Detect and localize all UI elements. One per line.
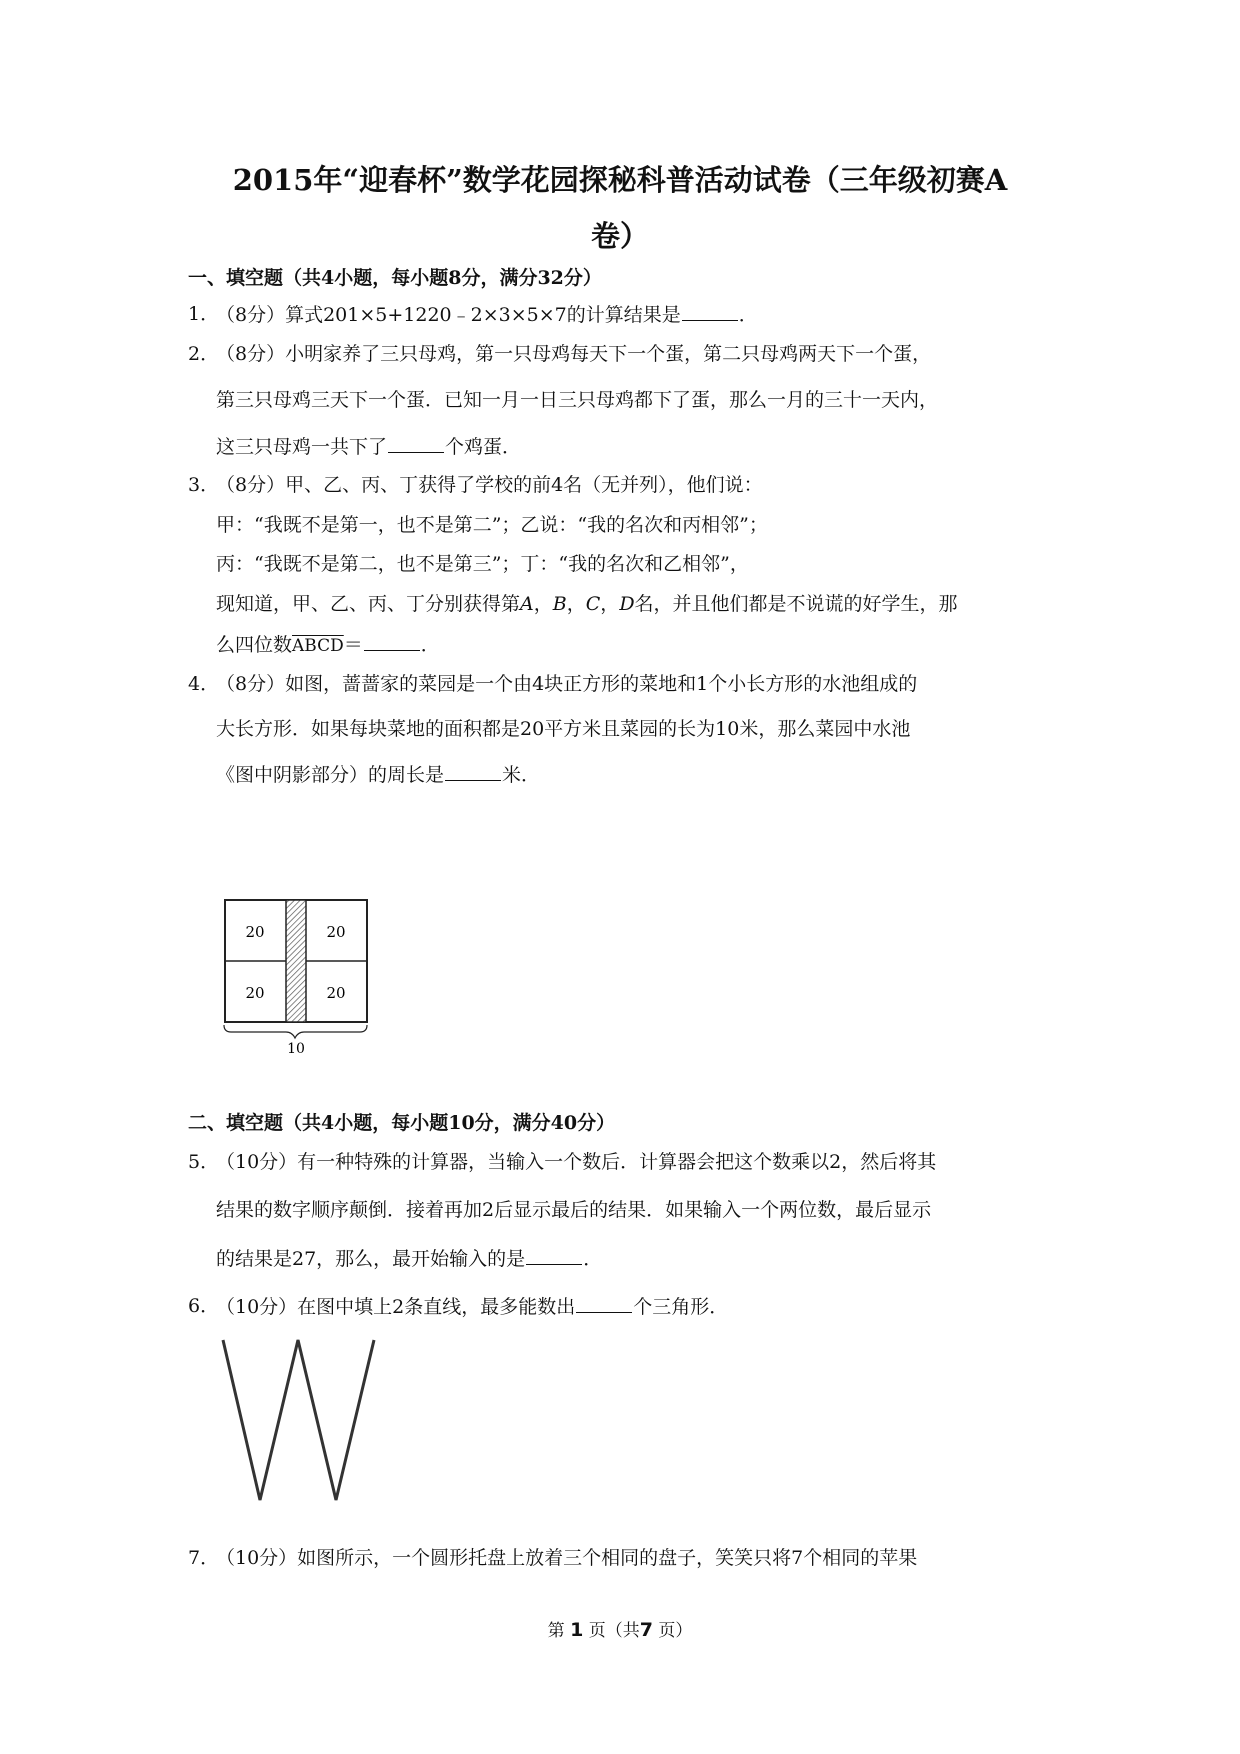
question-text: 这三只母鸡一共下了 bbox=[216, 436, 388, 458]
question-number: 5． bbox=[188, 1151, 220, 1173]
plot-area-label: 20 bbox=[245, 923, 265, 941]
plot-area-label: 20 bbox=[245, 984, 265, 1002]
question-3-line3: 丙：“我既不是第二，也不是第三”；丁：“我的名次和乙相邻”， bbox=[216, 553, 749, 575]
question-text-end: 个鸡蛋． bbox=[445, 436, 522, 458]
separator: ， bbox=[566, 593, 586, 615]
footer-text: 第 bbox=[547, 1621, 565, 1641]
question-number: 7． bbox=[188, 1547, 220, 1569]
plot-area-label: 20 bbox=[326, 984, 346, 1002]
section-heading-1: 一、填空题（共4小题，每小题8分，满分32分） bbox=[188, 267, 602, 289]
pond-shaded-rect bbox=[286, 900, 306, 1022]
answer-blank[interactable] bbox=[576, 1294, 632, 1313]
footer-text: 页） bbox=[658, 1621, 693, 1641]
answer-blank[interactable] bbox=[364, 632, 420, 651]
section-heading-2: 二、填空题（共4小题，每小题10分，满分40分） bbox=[188, 1112, 616, 1134]
w-shape-figure bbox=[215, 1335, 395, 1510]
question-text-end: 个三角形． bbox=[633, 1296, 729, 1318]
w-polyline bbox=[223, 1340, 374, 1500]
question-text: 的结果是27，那么，最开始输入的是 bbox=[216, 1248, 526, 1270]
question-4-line3 bbox=[216, 762, 540, 787]
separator: ， bbox=[600, 593, 620, 615]
question-number: 6． bbox=[188, 1295, 220, 1317]
answer-blank[interactable] bbox=[682, 302, 738, 321]
var-b: B bbox=[552, 593, 567, 615]
question-5-line3 bbox=[216, 1246, 602, 1271]
question-number: 4． bbox=[188, 673, 220, 695]
question-text-end: ． bbox=[583, 1248, 603, 1270]
question-1 bbox=[216, 302, 758, 327]
question-text: （8分）算式201×5+1220﹣2×3×5×7的计算结果是 bbox=[216, 304, 681, 326]
var-a: A bbox=[520, 593, 534, 615]
question-5-line2: 结果的数字顺序颠倒．接着再加2后显示最后的结果．如果输入一个两位数，最后显示 bbox=[216, 1199, 932, 1221]
question-2-line2: 第三只母鸡三天下一个蛋．已知一月一日三只母鸡都下了蛋，那么一月的三十一天内， bbox=[216, 389, 939, 411]
question-7-line1: （10分）如图所示，一个圆形托盘上放着三个相同的盘子，笑笑只将7个相同的苹果 bbox=[216, 1547, 918, 1569]
footer-text: 页（共 bbox=[588, 1621, 640, 1641]
answer-blank[interactable] bbox=[526, 1246, 582, 1265]
equals: ＝ bbox=[343, 634, 363, 656]
question-text: 名，并且他们都是不说谎的好学生，那 bbox=[634, 593, 958, 615]
question-5-line1: （10分）有一种特殊的计算器，当输入一个数后．计算器会把这个数乘以2，然后将其 bbox=[216, 1151, 937, 1173]
page-total: 7 bbox=[639, 1619, 653, 1641]
page-number: 1 bbox=[570, 1619, 584, 1641]
question-text-end: 米． bbox=[502, 764, 541, 786]
answer-blank[interactable] bbox=[388, 434, 444, 453]
question-number: 1． bbox=[188, 303, 220, 325]
length-brace bbox=[224, 1025, 367, 1038]
question-number: 3． bbox=[188, 474, 220, 496]
plot-area-label: 20 bbox=[326, 923, 346, 941]
question-3-line1: （8分）甲、乙、丙、丁获得了学校的前4名（无并列），他们说： bbox=[216, 474, 763, 496]
answer-blank[interactable] bbox=[445, 762, 501, 781]
page-footer bbox=[0, 1616, 1240, 1641]
question-text-end: ． bbox=[420, 634, 440, 656]
var-c: C bbox=[585, 593, 601, 615]
page-title-line1: 2015年“迎春杯”数学花园探秘科普活动试卷（三年级初赛A bbox=[232, 163, 1008, 197]
question-3-line2: 甲：“我既不是第一，也不是第二”；乙说：“我的名次和丙相邻”； bbox=[216, 514, 768, 536]
var-d: D bbox=[619, 593, 635, 615]
page-title-line2: 卷） bbox=[590, 219, 649, 253]
question-text-end: ． bbox=[738, 304, 758, 326]
question-2-line3 bbox=[216, 434, 521, 459]
garden-figure bbox=[220, 895, 380, 1055]
question-3-line5 bbox=[216, 632, 440, 658]
question-text: 么四位数 bbox=[216, 634, 293, 656]
question-2-line1: （8分）小明家养了三只母鸡，第一只母鸡每天下一个蛋，第二只母鸡两天下一个蛋， bbox=[216, 343, 932, 365]
question-text: （10分）在图中填上2条直线，最多能数出 bbox=[216, 1296, 576, 1318]
question-4-line2: 大长方形．如果每块菜地的面积都是20平方米且菜园的长为10米，那么菜园中水池 bbox=[216, 718, 911, 740]
question-number: 2． bbox=[188, 343, 220, 365]
question-text: 现知道，甲、乙、丙、丁分别获得第 bbox=[216, 593, 521, 615]
length-label: 10 bbox=[287, 1041, 305, 1055]
question-4-line1: （8分）如图，蔷蔷家的菜园是一个由4块正方形的菜地和1个小长方形的水池组成的 bbox=[216, 673, 918, 695]
question-3-line4 bbox=[216, 592, 958, 616]
overline-number: ABCD bbox=[292, 636, 344, 656]
separator: ， bbox=[533, 593, 553, 615]
question-6 bbox=[216, 1294, 728, 1319]
question-text: 《图中阴影部分）的周长是 bbox=[216, 764, 445, 786]
